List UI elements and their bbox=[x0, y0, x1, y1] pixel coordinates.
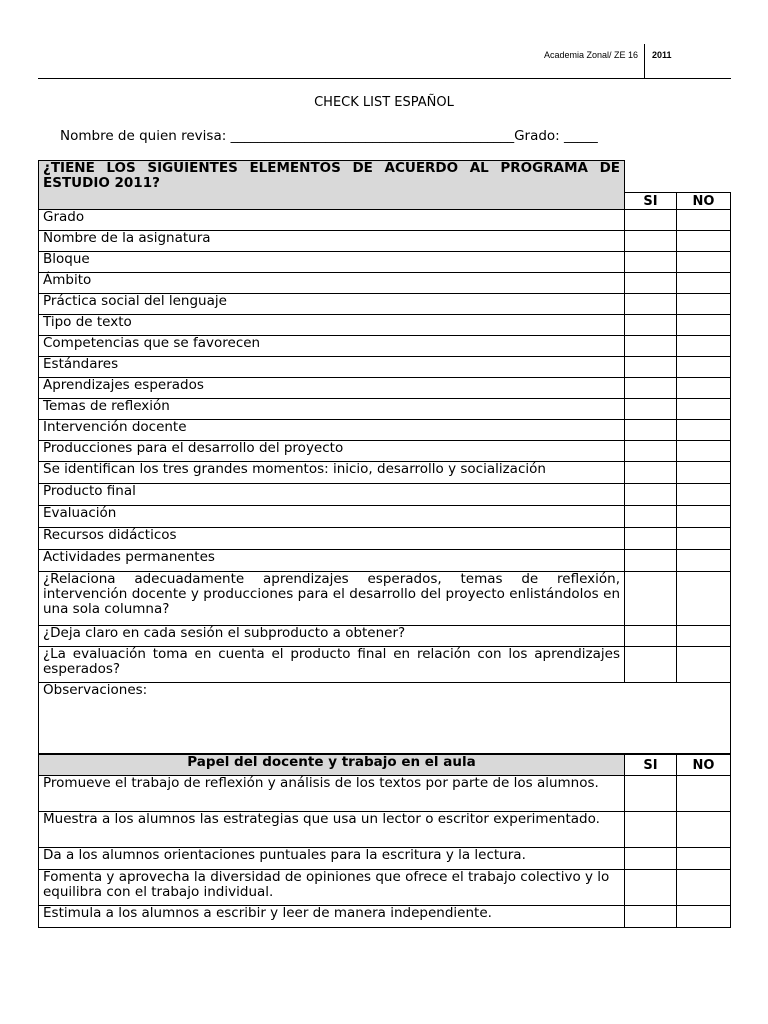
checklist-item-label: Fomenta y aprovecha la diversidad de opiniones que ofrece el trabajo colectivo y lo equilibra con el trabajo individual. bbox=[39, 870, 625, 906]
section1-yes-header: SI bbox=[625, 193, 677, 210]
yes-checkbox[interactable] bbox=[625, 462, 677, 484]
no-checkbox[interactable] bbox=[677, 812, 731, 848]
checklist-item-label: Competencias que se favorecen bbox=[39, 336, 625, 357]
no-checkbox[interactable] bbox=[677, 647, 731, 683]
header-divider bbox=[644, 44, 645, 78]
checklist-item-label: Grado bbox=[39, 210, 625, 231]
yes-checkbox[interactable] bbox=[625, 550, 677, 572]
no-checkbox[interactable] bbox=[677, 572, 731, 626]
checklist-item-label: Producto final bbox=[39, 484, 625, 506]
section1-heading: ¿TIENE LOS SIGUIENTES ELEMENTOS DE ACUERDO AL PROGRAMA DE ESTUDIO 2011? bbox=[39, 161, 625, 210]
no-checkbox[interactable] bbox=[677, 506, 731, 528]
yes-checkbox[interactable] bbox=[625, 357, 677, 378]
checklist-table-classroom bbox=[38, 754, 731, 928]
no-checkbox[interactable] bbox=[677, 357, 731, 378]
yes-checkbox[interactable] bbox=[625, 484, 677, 506]
no-checkbox[interactable] bbox=[677, 441, 731, 462]
yes-checkbox[interactable] bbox=[625, 273, 677, 294]
no-checkbox[interactable] bbox=[677, 336, 731, 357]
checklist-item-label: Estándares bbox=[39, 357, 625, 378]
checklist-item-label: ¿Relaciona adecuadamente aprendizajes esperados, temas de reflexión, intervención docente y producciones para el desarrollo del proyecto enlistándolos en una sola columna? bbox=[39, 572, 625, 626]
yes-checkbox[interactable] bbox=[625, 378, 677, 399]
yes-checkbox[interactable] bbox=[625, 812, 677, 848]
yes-checkbox[interactable] bbox=[625, 572, 677, 626]
yes-checkbox[interactable] bbox=[625, 441, 677, 462]
checklist-item-label: Nombre de la asignatura bbox=[39, 231, 625, 252]
checklist-item-label: Muestra a los alumnos las estrategias que usa un lector o escritor experimentado. bbox=[39, 812, 625, 848]
checklist-item-label: Promueve el trabajo de reflexión y análisis de los textos por parte de los alumnos. bbox=[39, 776, 625, 812]
yes-checkbox[interactable] bbox=[625, 420, 677, 441]
checklist-item-label: Bloque bbox=[39, 252, 625, 273]
yes-checkbox[interactable] bbox=[625, 399, 677, 420]
no-checkbox[interactable] bbox=[677, 378, 731, 399]
no-checkbox[interactable] bbox=[677, 231, 731, 252]
yes-checkbox[interactable] bbox=[625, 210, 677, 231]
checklist-item-label: ¿Deja claro en cada sesión el subproducto a obtener? bbox=[39, 626, 625, 647]
section2-no-header: NO bbox=[677, 755, 731, 776]
page-title: CHECK LIST ESPAÑOL bbox=[314, 95, 454, 110]
yes-checkbox[interactable] bbox=[625, 506, 677, 528]
checklist-item-label: ¿La evaluación toma en cuenta el producto final en relación con los aprendizajes esperados? bbox=[39, 647, 625, 683]
no-checkbox[interactable] bbox=[677, 399, 731, 420]
checklist-item-label: Evaluación bbox=[39, 506, 625, 528]
reviewer-line: Nombre de quien revisa: __________________________________________Grado: _____ bbox=[60, 128, 598, 144]
observations-field[interactable]: Observaciones: bbox=[39, 683, 731, 754]
no-checkbox[interactable] bbox=[677, 848, 731, 870]
yes-checkbox[interactable] bbox=[625, 336, 677, 357]
checklist-item-label: Tipo de texto bbox=[39, 315, 625, 336]
no-checkbox[interactable] bbox=[677, 626, 731, 647]
yes-checkbox[interactable] bbox=[625, 647, 677, 683]
no-checkbox[interactable] bbox=[677, 252, 731, 273]
checklist-item-label: Producciones para el desarrollo del proyecto bbox=[39, 441, 625, 462]
checklist-item-label: Intervención docente bbox=[39, 420, 625, 441]
no-checkbox[interactable] bbox=[677, 776, 731, 812]
header-year: 2011 bbox=[652, 50, 672, 60]
checklist-item-label: Práctica social del lenguaje bbox=[39, 294, 625, 315]
checklist-item-label: Actividades permanentes bbox=[39, 550, 625, 572]
no-checkbox[interactable] bbox=[677, 315, 731, 336]
yes-checkbox[interactable] bbox=[625, 294, 677, 315]
checklist-item-label: Se identifican los tres grandes momentos: inicio, desarrollo y socialización bbox=[39, 462, 625, 484]
page-header bbox=[38, 44, 731, 79]
section2-heading: Papel del docente y trabajo en el aula bbox=[39, 755, 625, 776]
checklist-item-label: Temas de reflexión bbox=[39, 399, 625, 420]
no-checkbox[interactable] bbox=[677, 550, 731, 572]
yes-checkbox[interactable] bbox=[625, 776, 677, 812]
no-checkbox[interactable] bbox=[677, 484, 731, 506]
checklist-item-label: Estimula a los alumnos a escribir y leer de manera independiente. bbox=[39, 906, 625, 928]
section1-heading-gap bbox=[625, 161, 731, 193]
yes-checkbox[interactable] bbox=[625, 848, 677, 870]
no-checkbox[interactable] bbox=[677, 210, 731, 231]
no-checkbox[interactable] bbox=[677, 420, 731, 441]
yes-checkbox[interactable] bbox=[625, 906, 677, 928]
section1-no-header: NO bbox=[677, 193, 731, 210]
header-institution: Academia Zonal/ ZE 16 bbox=[543, 50, 638, 60]
no-checkbox[interactable] bbox=[677, 462, 731, 484]
no-checkbox[interactable] bbox=[677, 870, 731, 906]
no-checkbox[interactable] bbox=[677, 294, 731, 315]
checklist-table-program bbox=[38, 160, 731, 754]
checklist-item-label: Ámbito bbox=[39, 273, 625, 294]
yes-checkbox[interactable] bbox=[625, 252, 677, 273]
yes-checkbox[interactable] bbox=[625, 870, 677, 906]
no-checkbox[interactable] bbox=[677, 528, 731, 550]
checklist-item-label: Recursos didácticos bbox=[39, 528, 625, 550]
yes-checkbox[interactable] bbox=[625, 626, 677, 647]
yes-checkbox[interactable] bbox=[625, 231, 677, 252]
yes-checkbox[interactable] bbox=[625, 528, 677, 550]
no-checkbox[interactable] bbox=[677, 273, 731, 294]
checklist-item-label: Aprendizajes esperados bbox=[39, 378, 625, 399]
no-checkbox[interactable] bbox=[677, 906, 731, 928]
section2-yes-header: SI bbox=[625, 755, 677, 776]
checklist-item-label: Da a los alumnos orientaciones puntuales para la escritura y la lectura. bbox=[39, 848, 625, 870]
yes-checkbox[interactable] bbox=[625, 315, 677, 336]
